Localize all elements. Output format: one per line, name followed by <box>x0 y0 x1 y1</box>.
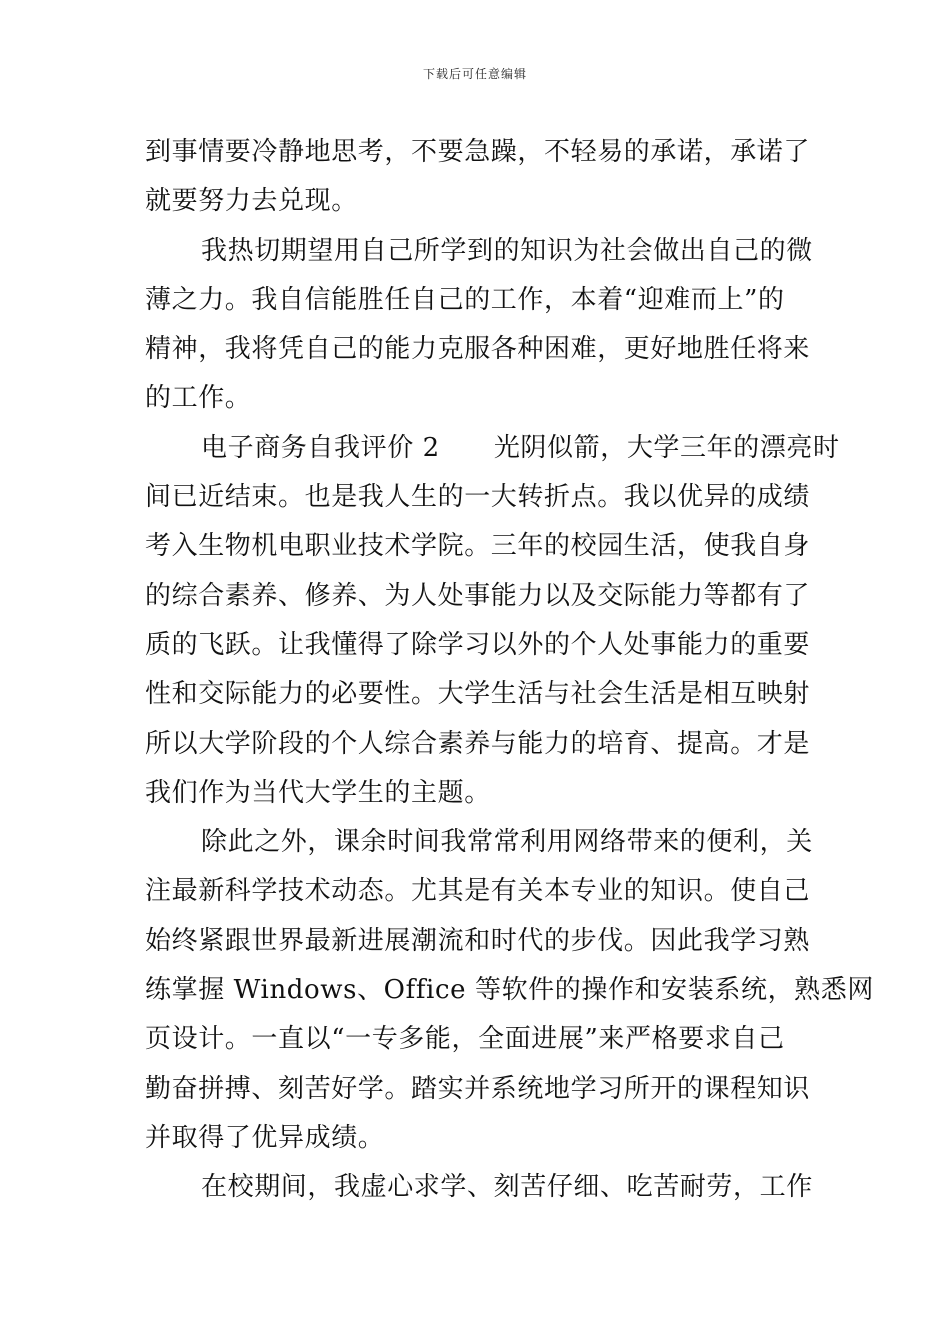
text-line: 并取得了优异成绩。 <box>145 1122 385 1153</box>
text-line: 的综合素养、修养、为人处事能力以及交际能力等都有了 <box>145 580 811 611</box>
page-header: 下载后可任意编辑 <box>422 67 527 81</box>
heading-line <box>145 424 840 473</box>
paragraph <box>145 227 813 424</box>
paragraph <box>145 1163 813 1212</box>
text-line: 所以大学阶段的个人综合素养与能力的培育、提高。才是 <box>145 728 811 759</box>
text-segment: 光阴似箭，大学三年的漂亮时 <box>493 432 840 463</box>
text-line: 质的飞跃。让我懂得了除学习以外的个人处事能力的重要 <box>145 629 811 660</box>
paragraph <box>145 128 809 227</box>
text-line: 在校期间，我虚心求学、刻苦仔细、吃苦耐劳，工作 <box>201 1172 813 1203</box>
section-heading: 电子商务自我评价 2 <box>201 432 440 463</box>
text-line: 我热切期望用自己所学到的知识为社会做出自己的微 <box>201 235 813 266</box>
text-line: 间已近结束。也是我人生的一大转折点。我以优异的成绩 <box>145 482 811 513</box>
text-line: 的工作。 <box>145 383 252 414</box>
text-line: 页设计。一直以“一专多能，全面进展”来严格要求自己 <box>145 1024 785 1055</box>
text-line: 精神，我将凭自己的能力克服各种困难，更好地胜任将来 <box>145 334 811 365</box>
text-line: 注最新科学技术动态。尤其是有关本专业的知识。使自己 <box>145 876 811 907</box>
paragraph <box>145 424 840 818</box>
text-line: 性和交际能力的必要性。大学生活与社会生活是相互映射 <box>145 679 811 710</box>
text-line: 到事情要冷静地思考，不要急躁，不轻易的承诺，承诺了 <box>145 137 811 167</box>
text-line: 薄之力。我自信能胜任自己的工作，本着“迎难而上”的 <box>145 284 785 315</box>
text-line: 勤奋拼搏、刻苦好学。踏实并系统地学习所开的课程知识 <box>145 1073 811 1104</box>
text-line: 就要努力去兑现。 <box>145 186 358 217</box>
text-line: 考入生物机电职业技术学院。三年的校园生活，使我自身 <box>145 531 811 562</box>
paragraph <box>145 818 874 1163</box>
text-line: 除此之外，课余时间我常常利用网络带来的便利，关 <box>201 827 813 858</box>
document-body <box>145 128 874 1213</box>
text-line: 始终紧跟世界最新进展潮流和时代的步伐。因此我学习熟 <box>145 925 811 956</box>
text-line: 练掌握 Windows、Office 等软件的操作和安装系统，熟悉网 <box>145 975 874 1006</box>
text-line: 我们作为当代大学生的主题。 <box>145 777 491 808</box>
